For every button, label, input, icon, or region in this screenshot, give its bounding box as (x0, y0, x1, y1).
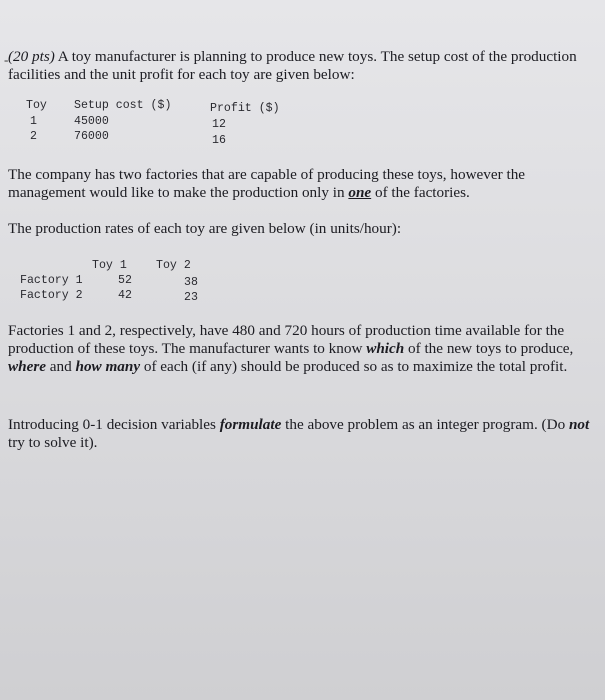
problem-intro (8, 48, 593, 84)
hours-text: and (45, 358, 76, 375)
factories-paragraph (8, 166, 593, 202)
hours-paragraph (8, 322, 593, 376)
toy-table-cell: 1 (30, 115, 37, 128)
formulate-text: Introducing 0-1 decision variables (8, 416, 220, 433)
points-label: (20 pts) (8, 48, 55, 65)
rate-table-cell: 38 (184, 276, 198, 289)
toy-table-cell: 76000 (74, 130, 109, 143)
toy-table-cell: 12 (212, 118, 226, 131)
toy-table-cell: 16 (212, 134, 226, 147)
emphasis-not: not (568, 416, 590, 433)
rate-table-row-label: Factory 2 (20, 289, 83, 302)
toy-table-header-setup: Setup cost ($) (74, 99, 172, 112)
emphasis-which: which (366, 340, 405, 357)
rate-table-cell: 52 (118, 274, 132, 287)
hours-text: of the new toys to produce, (404, 340, 574, 357)
emphasis-how-many: how many (75, 358, 141, 375)
rate-table-header: Toy 2 (156, 259, 191, 272)
bullet-mark: - (4, 52, 9, 67)
rate-table-cell: 42 (118, 289, 132, 302)
rate-table-header: Toy 1 (92, 259, 127, 272)
toy-table-cell: 2 (30, 130, 37, 143)
toy-table-header-profit: Profit ($) (210, 102, 280, 115)
emphasis-formulate: formulate (219, 416, 282, 433)
toy-table-header-toy: Toy (26, 99, 47, 112)
formulate-text: the above problem as an integer program. (Do (281, 416, 569, 433)
rates-paragraph: The production rates of each toy are given below (in units/hour): (8, 220, 402, 237)
intro-text: A toy manufacturer is planning to produce new toys. The setup cost of the production facilities and the unit profit for each toy are given below: (8, 48, 577, 83)
emphasis-where: where (8, 358, 46, 375)
formulate-paragraph (8, 416, 593, 452)
hours-text: Factories 1 and 2, respectively, have 480 and 720 hours of production time available for the production of these toys. The manufacturer wants to know (8, 322, 565, 357)
factories-text-end: of the factories. (371, 184, 470, 201)
rate-table-row-label: Factory 1 (20, 274, 83, 287)
hours-text: of each (if any) should be produced so as to maximize the total profit. (140, 358, 568, 375)
formulate-text: try to solve it). (8, 434, 98, 451)
toy-table-cell: 45000 (74, 115, 109, 128)
rate-table-cell: 23 (184, 291, 198, 304)
emphasis-one: one (348, 184, 372, 201)
factories-text: The company has two factories that are capable of producing these toys, however the management would like to make the production only in (8, 166, 526, 201)
